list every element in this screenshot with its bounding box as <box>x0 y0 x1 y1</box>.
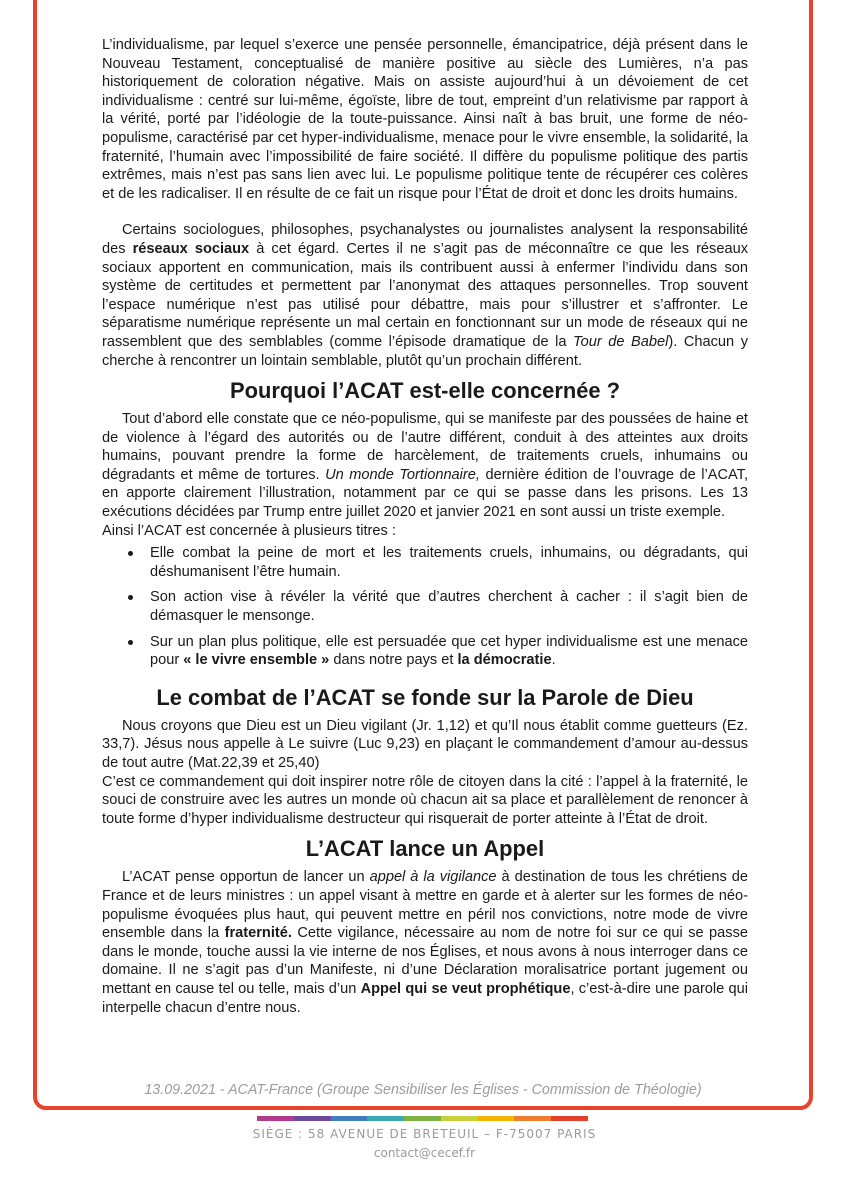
paragraph-social-networks: Certains sociologues, philosophes, psychanalystes ou journalistes analysent la responsabilité des réseaux sociaux à cet égard. Certes il ne s’agit pas de méconnaître ce que les réseaux sociaux apportent en communication, mais ils contribuent aussi à enfermer l’individu dans son système de certitudes et permettent par l’anonymat des attaques personnelles. Trop souvent l’espace numérique n’est pas utilisé pour débattre, mais pour s’illustrer et s’affronter. Le séparatisme numérique représente un mal certain en fonctionnant sur un mode de réseaux qui ne rassemblent que des semblables (comme l’épisode dramatique de la Tour de Babel). Chacun y cherche à rencontrer un lointain semblable, plutôt qu’un prochain différent. <box>102 222 748 369</box>
contact-email-link[interactable]: contact@cecef.fr <box>373 1146 476 1160</box>
emphasis-book-title: Un monde Tortionnaire, <box>325 466 480 483</box>
bullet-dot-icon <box>128 640 133 645</box>
section-heading-why-concerned: Pourquoi l’ACAT est-elle concernée ? <box>229 378 621 404</box>
section-heading-word-of-god: Le combat de l’ACAT se fonde sur la Parole de Dieu <box>156 684 694 710</box>
color-bar-segment <box>478 1116 515 1121</box>
color-bar-segment <box>331 1116 368 1121</box>
color-bar-segment <box>367 1116 404 1121</box>
color-bar-segment <box>441 1116 478 1121</box>
paragraph-appeal: L’ACAT pense opportun de lancer un appel à la vigilance à destination de tous les chrétiens de France et de leurs ministres : un appel visant à mettre en garde et à alerter sur les formes de néo-populisme évoquées plus haut, qui peuvent mettre en péril nos convictions, notre mode de vivre ensemble dans la fraternité. Cette vigilance, nécessaire au nom de notre foi sur ce qui se passe dans le monde, touche aussi la vie interne de nos Églises, et nous avons à nous interroger dans ce domaine. Il ne s’agit pas d’un Manifeste, ni d’une Déclaration moralisatrice portant jugement ou mettant en cause tel ou telle, mais d’un Appel qui se veut prophétique, c’est-à-dire une parole qui interpelle chacun d’entre nous. <box>102 869 748 1016</box>
color-bar-segment <box>514 1116 551 1121</box>
color-bar-segment <box>404 1116 441 1121</box>
document-body <box>102 36 748 1017</box>
emphasis-tour-de-babel: Tour de Babel <box>573 333 669 350</box>
paragraph-concerned-intro: Ainsi l’ACAT est concernée à plusieurs titres : <box>102 522 396 539</box>
headquarters-address: SIÈGE : 58 AVENUE DE BRETEUIL – F-75007 PARIS <box>252 1127 597 1141</box>
section-heading-appeal: L’ACAT lance un Appel <box>305 836 545 862</box>
list-item: Sur un plan plus politique, elle est persuadée que cet hyper individualisme est une menace pour « le vivre ensemble » dans notre pays et la démocratie. <box>102 633 748 670</box>
rainbow-color-bar <box>257 1116 588 1121</box>
color-bar-segment <box>257 1116 294 1121</box>
paragraph-individualism: L’individualisme, par lequel s’exerce une pensée personnelle, émancipatrice, déjà présent dans le Nouveau Testament, conceptualisé de manière positive au siècle des Lumières, n’a pas historiquement de coloration négative. Mais on assiste aujourd’hui à un dévoiement de cet individualisme : centré sur lui-même, égoïste, libre de tout, empreint d’un relativisme par rapport à la vérité, porté par l’idéologie de la toute-puissance. Ainsi naît à bas bruit, une forme de néo-populisme, caractérisé par cet hyper-individualisme, menace pour le vivre ensemble, la solidarité, la fraternité, l’humain avec l’impossibilité de faire société. Il diffère du populisme politique des partis extrêmes, mais n’est pas sans lien avec lui. Le populisme politique tente de récupérer ces colères et de les radicaliser. Il en résulte de ce fait un risque pour l’État de droit et donc les droits humains. <box>102 37 748 202</box>
color-bar-segment <box>294 1116 331 1121</box>
paragraph-observation: Tout d’abord elle constate que ce néo-populisme, qui se manifeste par des poussées de haine et de violence à l’égard des autorités ou de l’autre différent, conduit à des atteintes aux droits humains, pouvant prendre la forme de harcèlement, de traitements cruels, inhumains ou dégradants et même de tortures. Un monde Tortionnaire, dernière édition de l’ouvrage de l’ACAT, en apporte clairement l’illustration, notamment par ce qui se passe dans les prisons. Les 13 exécutions décidées par Trump entre juillet 2020 et janvier 2021 en sont aussi un triste exemple. <box>102 411 749 521</box>
bullet-dot-icon <box>128 595 133 600</box>
list-item: Son action vise à révéler la vérité que d’autres cherchent à cacher : il s’agit bien de démasquer le mensonge. <box>102 588 748 625</box>
list-item: Elle combat la peine de mort et les traitements cruels, inhumains, ou dégradants, qui déshumanisent l’être humain. <box>102 544 748 581</box>
color-bar-segment <box>551 1116 588 1121</box>
paragraph-commandment: C’est ce commandement qui doit inspirer notre rôle de citoyen dans la cité : l’appel à la fraternité, le souci de construire avec les autres un monde où chacun ait sa place et parallèlement de renoncer à toute forme d’hyper individualisme destructeur qui risquerait de porter atteinte à l’État de droit. <box>102 773 748 827</box>
concern-bullet-list <box>102 544 748 670</box>
paragraph-belief: Nous croyons que Dieu est un Dieu vigilant (Jr. 1,12) et qu’Il nous établit comme guetteurs (Ez. 33,7). Jésus nous appelle à Le suivre (Luc 9,23) en plaçant le commandement d’amour au-dessus de tout autre (Mat.22,39 et 25,40) <box>102 717 748 771</box>
bullet-dot-icon <box>128 551 133 556</box>
document-footer-note: 13.09.2021 - ACAT-France (Groupe Sensibiliser les Églises - Commission de Théologie) <box>144 1082 702 1098</box>
emphasis-social-networks: réseaux sociaux <box>132 240 250 257</box>
